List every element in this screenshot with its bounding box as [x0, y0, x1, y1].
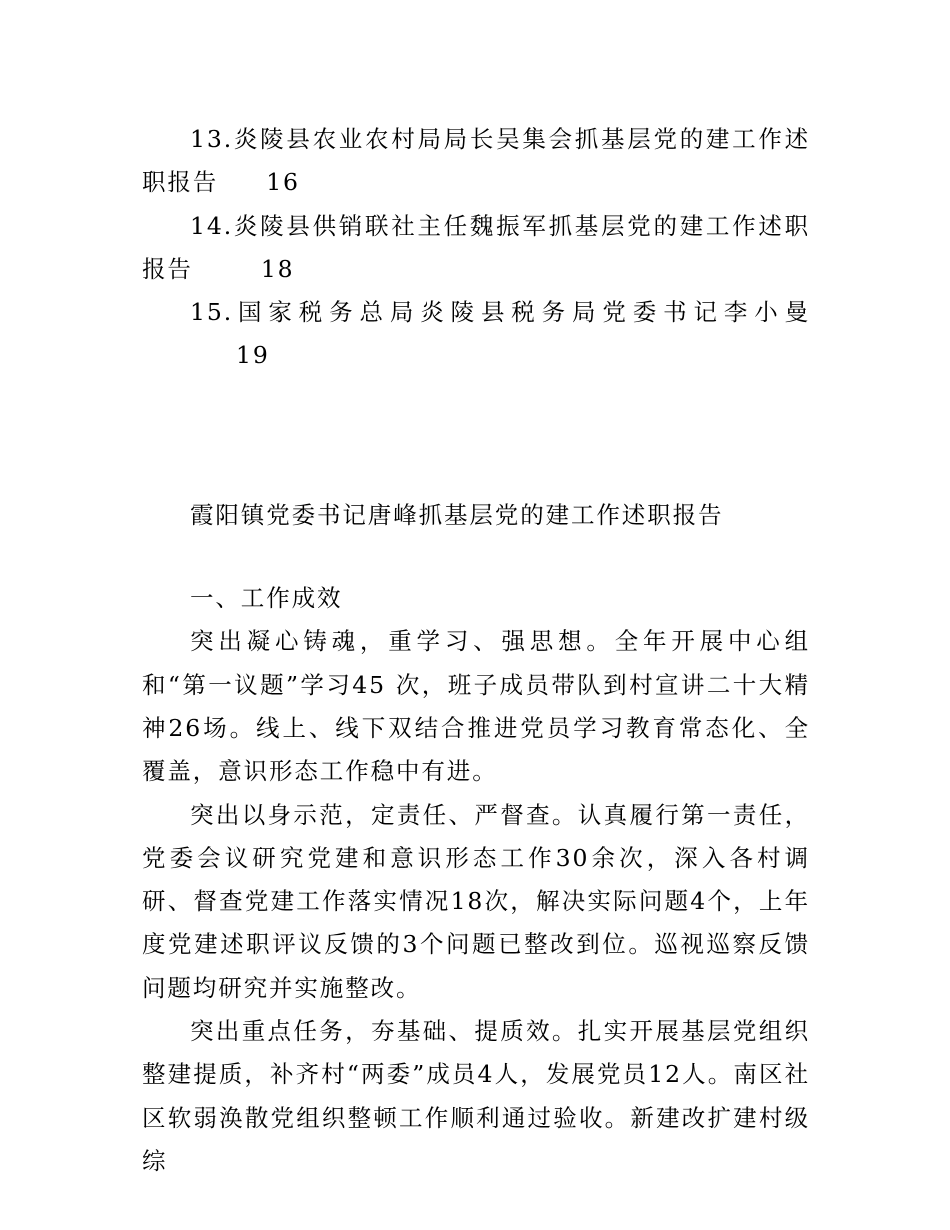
toc-entry-text: 14.炎陵县供销联社主任魏振军抓基层党的建工作述职报告	[142, 211, 810, 283]
toc-entry-13[interactable]	[142, 118, 810, 205]
toc-entry-text: 15.国家税务总局炎陵县税务局党委书记李小曼	[190, 298, 810, 327]
body-paragraph-3: 突出重点任务，夯基础、提质效。扎实开展基层党组织整建提质，补齐村“两委”成员4人，发展党员12人。南区社区软弱涣散党组织整顿工作顺利通过验收。新建改扩建村级综	[142, 1017, 810, 1175]
body-paragraph-2: 突出以身示范，定责任、严督查。认真履行第一责任，党委会议研究党建和意识形态工作30余次，深入各村调研、督查党建工作落实情况18次，解决实际问题4个，上年度党建述职评议反馈的3个问题已整改到位。巡视巡察反馈问题均研究并实施整改。	[142, 800, 810, 1002]
spacer	[142, 378, 810, 494]
toc-page-number: 19	[236, 341, 270, 370]
section-heading: 一、工作成效	[190, 584, 343, 613]
table-of-contents	[142, 118, 810, 378]
toc-page-number: 16	[266, 168, 300, 197]
report-title: 霞阳镇党委书记唐峰抓基层党的建工作述职报告	[190, 500, 724, 529]
toc-entry-14[interactable]	[142, 205, 810, 292]
toc-page-number: 18	[260, 254, 295, 283]
document-page	[142, 118, 810, 1183]
toc-entry-15[interactable]	[142, 291, 810, 378]
spacer	[142, 537, 810, 577]
body-paragraph-1: 突出凝心铸魂，重学习、强思想。全年开展中心组和“第一议题”学习45 次，班子成员带队到村宣讲二十大精神26场。线上、线下双结合推进党员学习教育常态化、全覆盖，意识形态工作稳中有进。	[142, 627, 810, 786]
toc-entry-text: 13.炎陵县农业农村局局长吴集会抓基层党的建工作述职报告	[142, 125, 810, 197]
